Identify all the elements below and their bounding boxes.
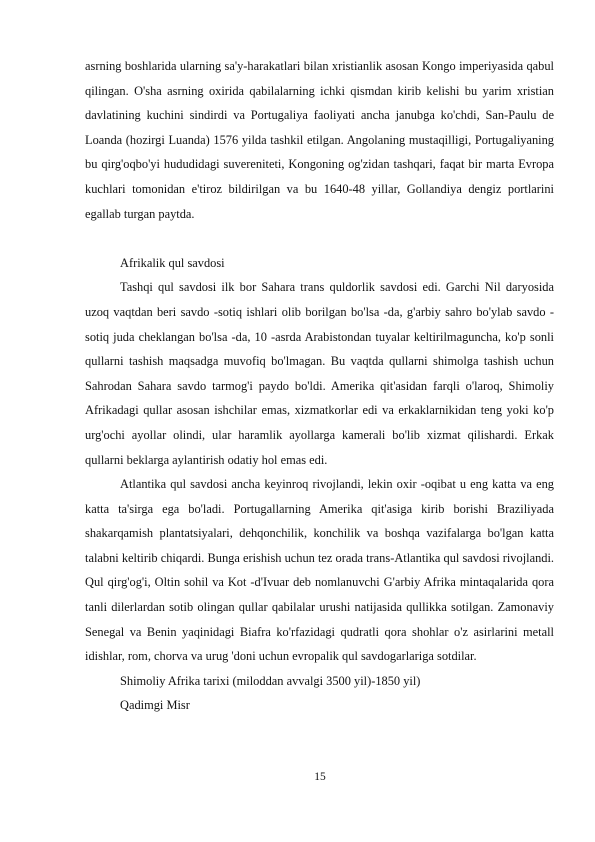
paragraph-trans-saharan-trade: Tashqi qul savdosi ilk bor Sahara trans quldorlik savdosi edi. Garchi Nil daryosida uzoq vaqtdan beri savdo -sotiq ishlari olib borilgan bo'lsa -da, g'arbiy sahro bo'ylab savdo -sotiq juda cheklangan bo'lsa -da, 10 -asrda Arabistondan tuyalar keltirilmaguncha, ko'p sonli qullarni tashish maqsadga muvofiq bo'lmagan. Bu vaqtda qullarni shimolga tashish uchun Sahrodan Sahara savdo tarmog'i paydo bo'ldi. Amerika qit'asidan farqli o'laroq, Shimoliy Afrikadagi qullar asosan ishchilar emas, xizmatkorlar edi va erkaklarnikidan teng yoki ko'p urg'ochi ayollar olindi, ular haramlik ayollarga kamerali bo'lib xizmat qilishardi. Erkak qullarni beklarga aylantirish odatiy hol emas edi. bbox=[85, 280, 554, 467]
section-heading-ancient-egypt: Qadimgi Misr bbox=[120, 698, 190, 713]
paragraph-spacer bbox=[85, 226, 554, 251]
section-heading-north-africa-history: Shimoliy Afrika tarixi (miloddan avvalgi 3500 yil)-1850 yil) bbox=[120, 673, 421, 688]
page-body bbox=[85, 54, 554, 718]
paragraph-kongo-angola: asrning boshlarida ularning sa'y-harakatlari bilan xristianlik asosan Kongo imperiyasida qabul qilingan. O'sha asrning oxirida qabilalarning ichki qismdan kirib kelishi bu yarim xristian davlatining kuchini sindirdi va Portugaliya faoliyati ancha janubga ko'chdi, San-Paulu de Loanda (hozirgi Luanda) 1576 yilda tashkil etilgan. Angolaning mustaqilligi, Portugaliyaning bu qirg'oqbo'yi hududidagi suvereniteti, Kongoning og'zidan tashqari, faqat bir marta Evropa kuchlari tomonidan e'tiroz bildirilgan va bu 1640-48 yillar, Gollandiya dengiz portlarini egallab turgan paytda. bbox=[85, 59, 554, 221]
paragraph-atlantic-trade: Atlantika qul savdosi ancha keyinroq rivojlandi, lekin oxir -oqibat u eng katta va eng katta ta'sirga ega bo'ladi. Portugallarning Amerika qit'asiga kirib borishi Braziliyada shakarqamish plantatsiyalari, dehqonchilik, konchilik va boshqa vazifalarga bo'lgan katta talabni keltirib chiqardi. Bunga erishish uchun tez orada trans-Atlantika qul savdosi rivojlandi. Qul qirg'og'i, Oltin sohil va Kot -d'Ivuar deb nomlanuvchi G'arbiy Afrika mintaqalarida qora tanli dilerlardan sotib olingan qullar qabilalar urushi natijasida qullikka sotilgan. Zamonaviy Senegal va Benin yaqinidagi Biafra ko'rfazidagi qudratli qora shohlar o'z asirlarini metall idishlar, rom, chorva va urug 'doni uchun evropalik qul savdogarlariga sotdilar. bbox=[85, 477, 555, 664]
section-heading-slave-trade: Afrikalik qul savdosi bbox=[120, 255, 225, 270]
page-number: 15 bbox=[314, 771, 326, 783]
